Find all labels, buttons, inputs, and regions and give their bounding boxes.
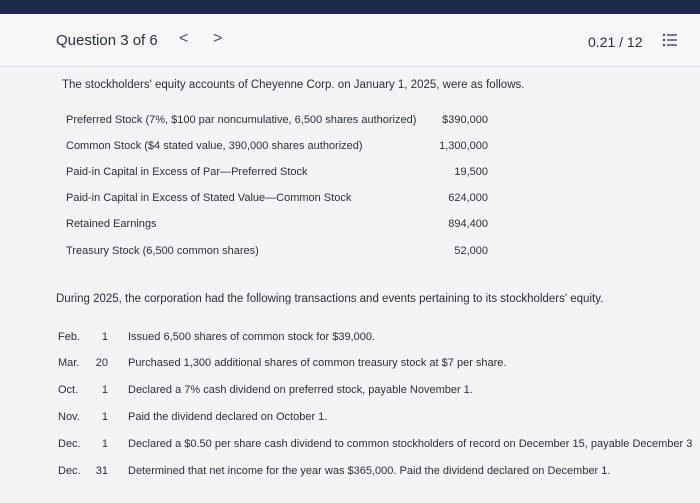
transaction-row	[0, 411, 700, 431]
transaction-description: Paid the dividend declared on October 1.	[128, 411, 328, 423]
account-amount: 624,000	[448, 192, 488, 204]
account-name: Treasury Stock (6,500 common shares)	[66, 245, 259, 257]
transaction-day: 1	[101, 331, 108, 343]
transaction-row	[0, 465, 700, 485]
top-band	[0, 0, 700, 14]
account-name: Preferred Stock (7%, $100 par noncumulative, 6,500 shares authorized)	[66, 114, 417, 126]
transaction-description: Issued 6,500 shares of common stock for $39,000.	[128, 331, 376, 343]
list-icon[interactable]	[662, 32, 678, 48]
account-row	[0, 245, 700, 265]
question-header	[0, 14, 700, 67]
account-name: Paid-in Capital in Excess of Par—Preferred Stock	[66, 166, 308, 178]
transaction-row	[0, 357, 700, 377]
account-amount: 19,500	[454, 166, 488, 178]
transaction-row	[0, 384, 700, 404]
transactions-intro: During 2025, the corporation had the following transactions and events pertaining to its stockholders' equity.	[56, 293, 604, 305]
account-row	[0, 114, 700, 134]
question-label: Question 3 of 6	[56, 32, 158, 49]
account-row	[0, 140, 700, 160]
account-name: Common Stock ($4 stated value, 390,000 shares authorized)	[66, 140, 363, 152]
account-row	[0, 192, 700, 212]
transaction-month: Dec.	[58, 465, 81, 477]
account-amount: $390,000	[442, 114, 488, 126]
transaction-description: Determined that net income for the year was $365,000. Paid the dividend declared on December 1.	[128, 465, 611, 477]
transaction-row	[0, 331, 700, 351]
score-display: 0.21 / 12	[588, 34, 643, 50]
next-question-button[interactable]: >	[213, 30, 223, 47]
account-name: Retained Earnings	[66, 218, 157, 230]
transaction-day: 20	[95, 357, 108, 369]
transaction-day: 1	[101, 384, 108, 396]
transaction-day: 31	[95, 465, 108, 477]
transaction-month: Mar.	[58, 357, 80, 369]
account-row	[0, 166, 700, 186]
transaction-month: Nov.	[58, 411, 80, 423]
account-amount: 894,400	[448, 218, 488, 230]
previous-question-button[interactable]: <	[179, 30, 189, 47]
transaction-day: 1	[101, 411, 108, 423]
transaction-description: Declared a 7% cash dividend on preferred stock, payable November 1.	[128, 384, 473, 396]
transaction-month: Dec.	[58, 438, 81, 450]
transaction-month: Feb.	[58, 331, 81, 343]
transaction-month: Oct.	[58, 384, 79, 396]
account-amount: 1,300,000	[439, 140, 488, 152]
question-content	[0, 67, 700, 503]
transaction-day: 1	[101, 438, 108, 450]
transaction-row	[0, 438, 700, 458]
account-row	[0, 218, 700, 238]
account-name: Paid-in Capital in Excess of Stated Value—Common Stock	[66, 192, 352, 204]
transaction-description: Purchased 1,300 additional shares of common treasury stock at $7 per share.	[128, 357, 507, 369]
transaction-description: Declared a $0.50 per share cash dividend to common stockholders of record on December 15, payable December 3	[128, 438, 693, 450]
account-amount: 52,000	[454, 245, 488, 257]
problem-intro: The stockholders' equity accounts of Cheyenne Corp. on January 1, 2025, were as follows.	[62, 79, 525, 91]
